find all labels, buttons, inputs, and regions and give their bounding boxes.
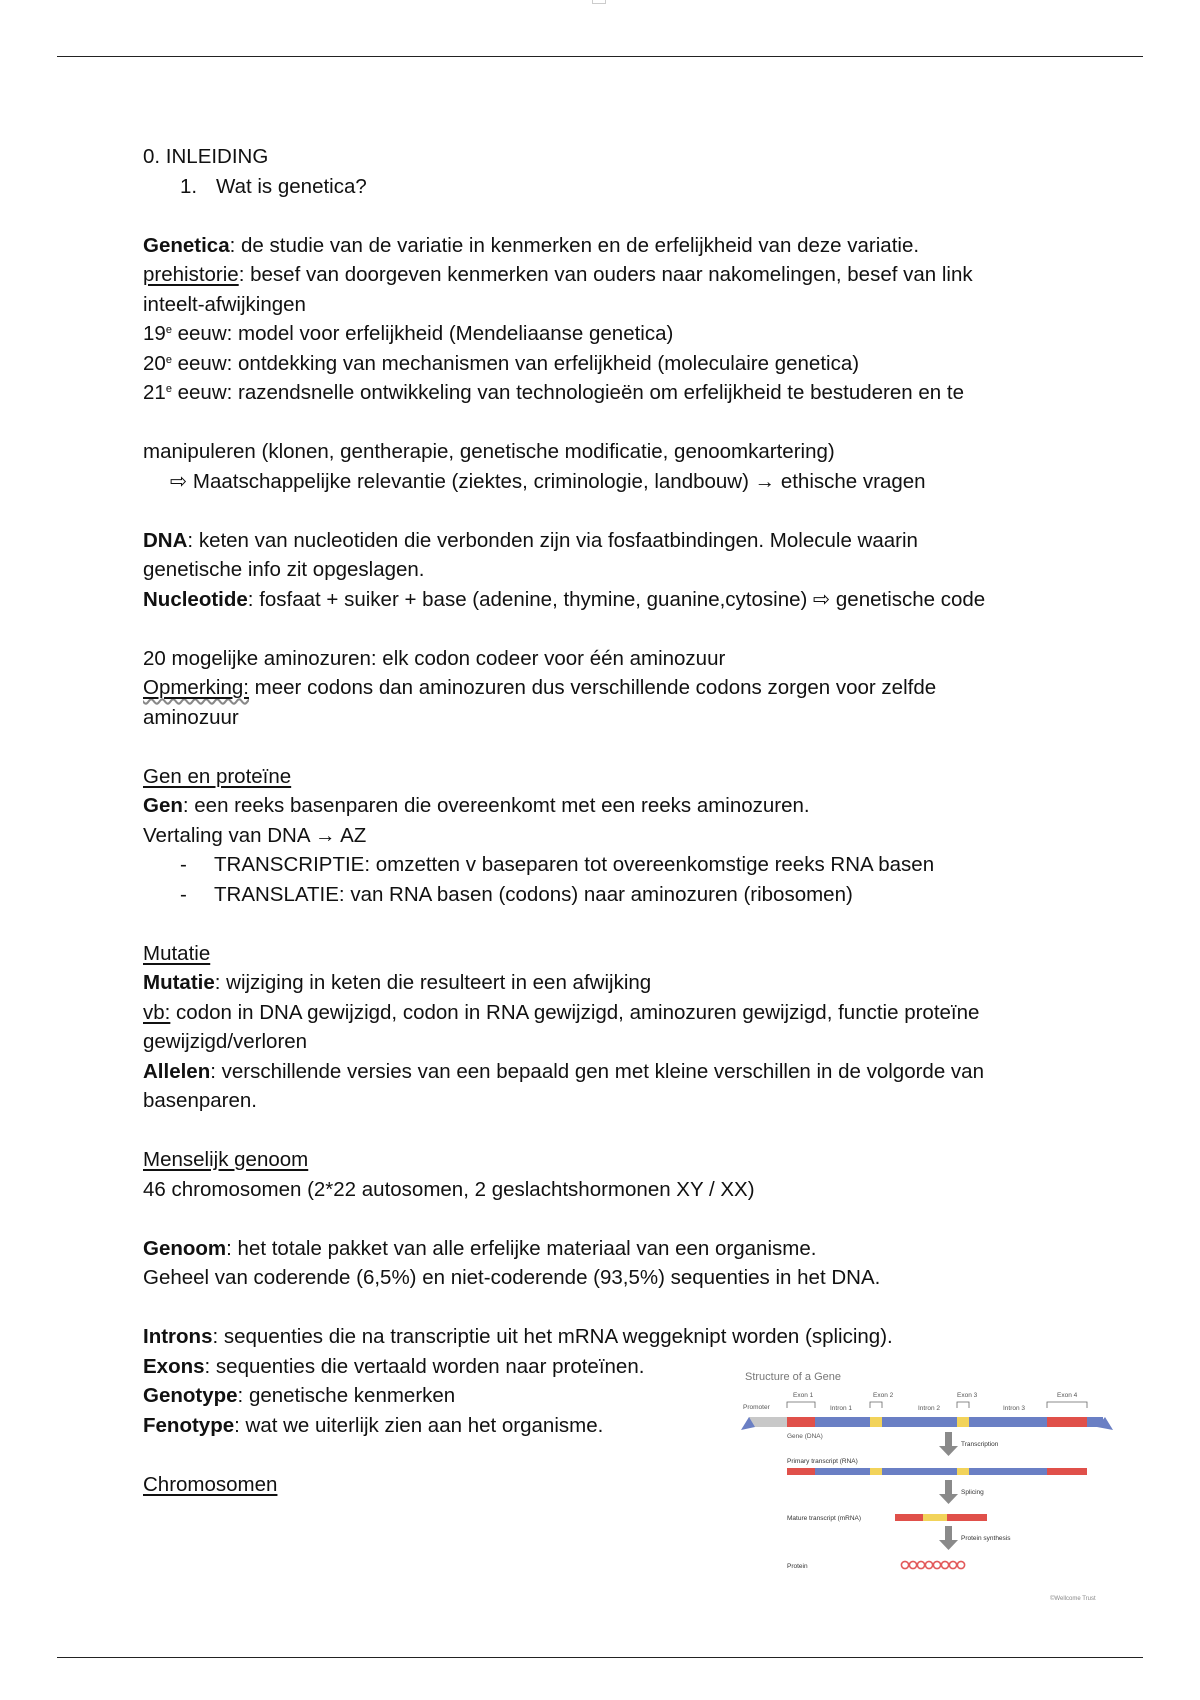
primary-transcript-bar [787, 1468, 1087, 1475]
section-title: 0. INLEIDING [143, 145, 269, 168]
allelen-cont: basenparen. [143, 1089, 257, 1112]
page-top-mark [592, 0, 606, 4]
promoter-label: Promoter [743, 1404, 770, 1411]
exon1-label: Exon 1 [793, 1392, 814, 1399]
intron3-label: Intron 3 [1003, 1405, 1026, 1412]
transcription-label: Transcription [961, 1441, 999, 1448]
protein-label: Protein [787, 1563, 808, 1570]
century-21: 21e eeuw: razendsnelle ontwikkeling van technologieën om erfelijkheid te bestuderen en te [143, 381, 964, 404]
opmerking-line: Opmerking: meer codons dan aminozuren dus verschillende codons zorgen voor zelfde [143, 676, 937, 699]
exon4-label: Exon 4 [1057, 1392, 1078, 1399]
transcription-arrow-icon [939, 1432, 958, 1456]
list-item-translatie: - TRANSLATIE: van RNA basen (codons) naar aminozuren (ribosomen) [180, 882, 853, 906]
protein-bead [901, 1561, 908, 1568]
relevance-arrow-line: ⇨ Maatschappelijke relevantie (ziektes, criminologie, landbouw) → ethische vragen [170, 469, 926, 493]
protein-bead [957, 1561, 964, 1568]
chromosomes-count-line: 46 chromosomen (2*22 autosomen, 2 geslachtshormonen XY / XX) [143, 1177, 755, 1201]
exon3-label: Exon 3 [957, 1392, 978, 1399]
dna-definition: DNA: keten van nucleotiden die verbonden zijn via fosfaatbindingen. Molecule waarin [143, 528, 918, 552]
figure-credit: ©Wellcome Trust [1050, 1596, 1096, 1602]
footer-rule [57, 1657, 1143, 1658]
dna-definition-cont: genetische info zit opgeslagen. [143, 558, 425, 581]
mutatie-definition: Mutatie: wijziging in keten die resulteert in een afwijking [143, 971, 652, 994]
aminozuren-line: 20 mogelijke aminozuren: elk codon codeer voor één aminozuur [143, 646, 726, 670]
mutatie-heading: Mutatie [143, 941, 211, 965]
mature-transcript-label: Mature transcript (mRNA) [787, 1515, 862, 1522]
protein-synthesis-label: Protein synthesis [961, 1535, 1011, 1542]
prehistorie-cont: inteelt-afwijkingen [143, 292, 306, 316]
splicing-arrow-icon [939, 1480, 958, 1504]
mature-transcript-bar [895, 1514, 987, 1521]
protein-bead [933, 1561, 940, 1568]
protein-bead [909, 1561, 916, 1568]
protein-bead [949, 1561, 956, 1568]
exon2-label: Exon 2 [873, 1392, 894, 1399]
protein-bead-chain [901, 1561, 964, 1568]
gen-heading: Gen en proteïne [143, 764, 292, 788]
document-body [143, 142, 1083, 1499]
intron2-label: Intron 2 [918, 1405, 941, 1412]
list-item-transcriptie: - TRANSCRIPTIE: omzetten v baseparen tot overeenkomstige reeks RNA basen [180, 853, 935, 876]
vb-line: vb: codon in DNA gewijzigd, codon in RNA gewijzigd, aminozuren gewijzigd, functie proteïne [143, 1000, 980, 1024]
genoom-heading: Menselijk genoom [143, 1148, 309, 1171]
splicing-label: Splicing [961, 1489, 984, 1496]
gene-structure-figure [735, 1360, 1125, 1620]
coding-sequences-line: Geheel van coderende (6,5%) en niet-coderende (93,5%) sequenties in het DNA. [143, 1266, 881, 1289]
vb-line-cont: gewijzigd/verloren [143, 1030, 308, 1053]
protein-bead [917, 1561, 924, 1568]
introns-definition: Introns: sequenties die na transcriptie uit het mRNA weggeknipt worden (splicing). [143, 1325, 893, 1348]
vertaling-line: Vertaling van DNA → AZ [143, 823, 367, 847]
protein-bead [941, 1561, 948, 1568]
fenotype-definition: Fenotype: wat we uiterlijk zien aan het organisme. [143, 1413, 604, 1437]
century-21-cont: manipuleren (klonen, gentherapie, genetische modificatie, genoomkartering) [143, 440, 835, 463]
header-rule [57, 56, 1143, 57]
primary-transcript-label: Primary transcript (RNA) [787, 1458, 858, 1465]
genoom-definition: Genoom: het totale pakket van alle erfelijke materiaal van een organisme. [143, 1236, 817, 1260]
protein-bead [925, 1561, 932, 1568]
genotype-definition: Genotype: genetische kenmerken [143, 1384, 456, 1407]
opmerking-cont: aminozuur [143, 705, 239, 729]
exons-definition: Exons: sequenties die vertaald worden naar proteïnen. [143, 1354, 645, 1378]
prehistorie-line: prehistorie: besef van doorgeven kenmerken van ouders naar nakomelingen, besef van link [143, 263, 973, 286]
figure-title: Structure of a Gene [745, 1371, 841, 1383]
century-19: 19e eeuw: model voor erfelijkheid (Mendeliaanse genetica) [143, 322, 674, 345]
chromosomen-heading: Chromosomen [143, 1472, 278, 1496]
subsection-title: 1. Wat is genetica? [180, 174, 367, 198]
gen-definition: Gen: een reeks basenparen die overeenkomt met een reeks aminozuren. [143, 794, 810, 817]
nucleotide-definition: Nucleotide: fosfaat + suiker + base (adenine, thymine, guanine,cytosine) ⇨ genetische code [143, 587, 986, 611]
intron1-label: Intron 1 [830, 1405, 853, 1412]
gene-label: Gene (DNA) [787, 1433, 823, 1440]
genetica-definition: Genetica: de studie van de variatie in kenmerken en de erfelijkheid van deze variatie. [143, 233, 920, 257]
century-20: 20e eeuw: ontdekking van mechanismen van erfelijkheid (moleculaire genetica) [143, 351, 860, 375]
protein-synthesis-arrow-icon [939, 1526, 958, 1550]
allelen-definition: Allelen: verschillende versies van een bepaald gen met kleine verschillen in de volgorde van [143, 1059, 984, 1083]
gene-dna-bar [741, 1417, 1113, 1430]
